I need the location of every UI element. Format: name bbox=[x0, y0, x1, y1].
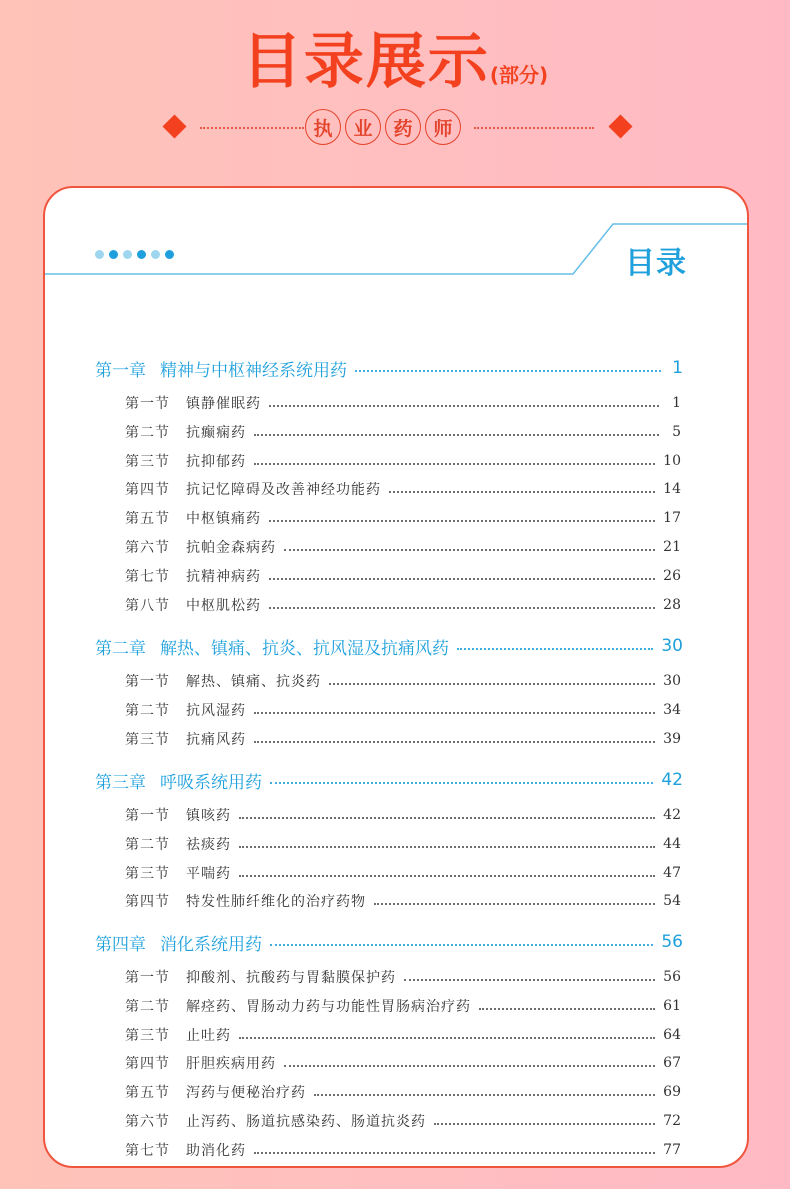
dot-leader bbox=[314, 1094, 655, 1096]
section-number: 第一节 bbox=[125, 674, 170, 690]
dot-leader bbox=[254, 712, 655, 714]
chapter-page: 42 bbox=[661, 770, 683, 790]
left-diamond-icon bbox=[162, 114, 186, 138]
section-page: 47 bbox=[663, 864, 681, 881]
section-number: 第二节 bbox=[125, 702, 170, 719]
subtitle-char: 执 bbox=[305, 109, 341, 145]
section-title: 解痉药、胃肠动力药与功能性胃肠病治疗药 bbox=[186, 998, 471, 1015]
dot-leader bbox=[254, 1152, 655, 1154]
section-page: 10 bbox=[663, 452, 681, 469]
section-page: 67 bbox=[663, 1055, 681, 1072]
dot-leader bbox=[479, 1008, 655, 1010]
section-number: 第二节 bbox=[125, 424, 170, 441]
section-title: 抗癫痫药 bbox=[186, 424, 246, 441]
section-number: 第三节 bbox=[125, 453, 170, 470]
section-page: 34 bbox=[663, 701, 681, 718]
dot-leader bbox=[269, 607, 655, 609]
section-row[interactable] bbox=[125, 390, 681, 416]
section-title: 抗记忆障碍及改善神经功能药 bbox=[186, 482, 381, 499]
section-row[interactable] bbox=[125, 419, 681, 445]
right-dotted-line bbox=[474, 127, 594, 129]
section-number: 第四节 bbox=[125, 894, 170, 911]
chapter-row[interactable] bbox=[95, 766, 683, 794]
chapter-page: 30 bbox=[661, 636, 683, 656]
section-title: 抗精神病药 bbox=[186, 568, 261, 585]
section-number: 第一节 bbox=[125, 808, 170, 824]
section-title: 中枢镇痛药 bbox=[186, 511, 261, 528]
section-title: 抗痛风药 bbox=[186, 731, 246, 748]
section-number: 第四节 bbox=[125, 1056, 170, 1073]
section-title: 镇咳药 bbox=[186, 808, 231, 824]
section-number: 第一节 bbox=[125, 396, 170, 412]
section-number: 第五节 bbox=[125, 511, 170, 528]
dot-leader bbox=[239, 846, 655, 848]
section-title: 镇静催眠药 bbox=[186, 396, 261, 412]
dot-leader bbox=[284, 549, 655, 551]
section-title: 止泻药、肠道抗感染药、肠道抗炎药 bbox=[186, 1114, 426, 1130]
header-dot bbox=[137, 250, 146, 259]
dot-leader bbox=[239, 875, 655, 877]
section-page: 5 bbox=[672, 423, 681, 440]
section-page: 69 bbox=[663, 1084, 681, 1101]
section-title: 中枢肌松药 bbox=[186, 597, 261, 614]
dot-leader bbox=[434, 1123, 655, 1125]
section-row[interactable] bbox=[125, 831, 681, 857]
section-page: 28 bbox=[663, 596, 681, 613]
chapter-page: 1 bbox=[672, 358, 683, 378]
section-row[interactable] bbox=[125, 668, 681, 694]
dot-leader bbox=[404, 979, 655, 981]
chapter-title: 消化系统用药 bbox=[160, 934, 262, 955]
section-number: 第三节 bbox=[125, 865, 170, 882]
header-dot bbox=[165, 250, 174, 259]
section-row[interactable] bbox=[125, 888, 681, 914]
right-diamond-icon bbox=[608, 114, 632, 138]
section-title: 止吐药 bbox=[186, 1027, 231, 1044]
section-title: 解热、镇痛、抗炎药 bbox=[186, 674, 321, 690]
section-page: 17 bbox=[663, 510, 681, 527]
header-dot bbox=[95, 250, 104, 259]
section-number: 第八节 bbox=[125, 597, 170, 614]
section-number: 第七节 bbox=[125, 568, 170, 585]
section-title: 特发性肺纤维化的治疗药物 bbox=[186, 894, 366, 911]
subtitle-circles bbox=[305, 109, 461, 145]
section-row[interactable] bbox=[125, 993, 681, 1019]
card-header bbox=[45, 188, 749, 288]
dot-leader bbox=[389, 491, 655, 493]
section-number: 第五节 bbox=[125, 1085, 170, 1102]
section-page: 14 bbox=[663, 481, 681, 498]
dot-leader bbox=[269, 578, 655, 580]
header-dot bbox=[151, 250, 160, 259]
page-heading bbox=[0, 22, 790, 102]
dot-leader bbox=[270, 782, 653, 784]
section-row[interactable] bbox=[125, 1050, 681, 1076]
section-row[interactable] bbox=[125, 505, 681, 531]
header-dots bbox=[95, 250, 174, 259]
section-page: 54 bbox=[663, 893, 681, 910]
subtitle-char: 业 bbox=[345, 109, 381, 145]
section-title: 泻药与便秘治疗药 bbox=[186, 1085, 306, 1102]
section-row[interactable] bbox=[125, 534, 681, 560]
chapter-number: 第二章 bbox=[95, 638, 146, 659]
section-number: 第四节 bbox=[125, 482, 170, 499]
dot-leader bbox=[457, 648, 653, 650]
dot-leader bbox=[269, 405, 659, 407]
section-title: 抗风湿药 bbox=[186, 702, 246, 719]
section-page: 39 bbox=[663, 730, 681, 747]
dot-leader bbox=[239, 817, 655, 819]
dot-leader bbox=[254, 741, 655, 743]
section-title: 抗抑郁药 bbox=[186, 453, 246, 470]
dot-leader bbox=[254, 434, 659, 436]
dot-leader bbox=[239, 1037, 655, 1039]
section-page: 30 bbox=[663, 673, 681, 689]
section-number: 第三节 bbox=[125, 731, 170, 748]
chapter-title: 呼吸系统用药 bbox=[160, 772, 262, 793]
section-page: 42 bbox=[663, 807, 681, 823]
subtitle-char: 师 bbox=[425, 109, 461, 145]
section-page: 44 bbox=[663, 835, 681, 852]
section-page: 1 bbox=[672, 395, 681, 411]
subtitle-row bbox=[0, 107, 790, 147]
section-number: 第一节 bbox=[125, 970, 170, 986]
section-title: 抑酸剂、抗酸药与胃黏膜保护药 bbox=[186, 970, 396, 986]
chapter-row[interactable] bbox=[95, 928, 683, 956]
section-row[interactable] bbox=[125, 964, 681, 990]
section-title: 肝胆疾病用药 bbox=[186, 1056, 276, 1073]
section-row[interactable] bbox=[125, 726, 681, 752]
section-title: 平喘药 bbox=[186, 865, 231, 882]
section-number: 第六节 bbox=[125, 540, 170, 556]
section-row[interactable] bbox=[125, 1137, 681, 1163]
section-number: 第二节 bbox=[125, 998, 170, 1015]
dot-leader bbox=[329, 683, 655, 685]
section-page: 64 bbox=[663, 1026, 681, 1043]
section-row[interactable] bbox=[125, 1108, 681, 1134]
section-row[interactable] bbox=[125, 476, 681, 502]
left-dotted-line bbox=[200, 127, 304, 129]
section-title: 抗帕金森病药 bbox=[186, 540, 276, 556]
section-number: 第六节 bbox=[125, 1114, 170, 1130]
section-title: 助消化药 bbox=[186, 1142, 246, 1159]
chapter-page: 56 bbox=[661, 932, 683, 952]
section-row[interactable] bbox=[125, 1079, 681, 1105]
chapter-title: 解热、镇痛、抗炎、抗风湿及抗痛风药 bbox=[160, 638, 449, 659]
section-page: 77 bbox=[663, 1141, 681, 1158]
banner-title: 目录展示 bbox=[241, 27, 490, 97]
section-page: 56 bbox=[663, 969, 681, 985]
dot-leader bbox=[355, 370, 661, 372]
toc-card bbox=[43, 186, 749, 1168]
chapter-row[interactable] bbox=[95, 354, 683, 382]
section-row[interactable] bbox=[125, 448, 681, 474]
dot-leader bbox=[270, 944, 653, 946]
section-number: 第七节 bbox=[125, 1142, 170, 1159]
chapter-number: 第三章 bbox=[95, 772, 146, 793]
banner-title-suffix: (部分) bbox=[489, 63, 549, 87]
section-page: 26 bbox=[663, 567, 681, 584]
dot-leader bbox=[284, 1065, 655, 1067]
section-row[interactable] bbox=[125, 697, 681, 723]
section-title: 祛痰药 bbox=[186, 836, 231, 853]
chapter-number: 第四章 bbox=[95, 934, 146, 955]
chapter-row[interactable] bbox=[95, 632, 683, 660]
section-row[interactable] bbox=[125, 563, 681, 589]
subtitle-char: 药 bbox=[385, 109, 421, 145]
header-dot bbox=[123, 250, 132, 259]
dot-leader bbox=[269, 520, 655, 522]
section-number: 第二节 bbox=[125, 836, 170, 853]
chapter-number: 第一章 bbox=[95, 360, 146, 381]
section-row[interactable] bbox=[125, 592, 681, 618]
dot-leader bbox=[254, 463, 655, 465]
chapter-title: 精神与中枢神经系统用药 bbox=[160, 360, 347, 381]
section-page: 61 bbox=[663, 997, 681, 1014]
section-row[interactable] bbox=[125, 1022, 681, 1048]
section-row[interactable] bbox=[125, 860, 681, 886]
section-page: 72 bbox=[663, 1113, 681, 1129]
dot-leader bbox=[374, 903, 655, 905]
card-heading: 目录 bbox=[625, 246, 687, 281]
header-dot bbox=[109, 250, 118, 259]
section-page: 21 bbox=[663, 539, 681, 555]
section-row[interactable] bbox=[125, 802, 681, 828]
section-number: 第三节 bbox=[125, 1027, 170, 1044]
